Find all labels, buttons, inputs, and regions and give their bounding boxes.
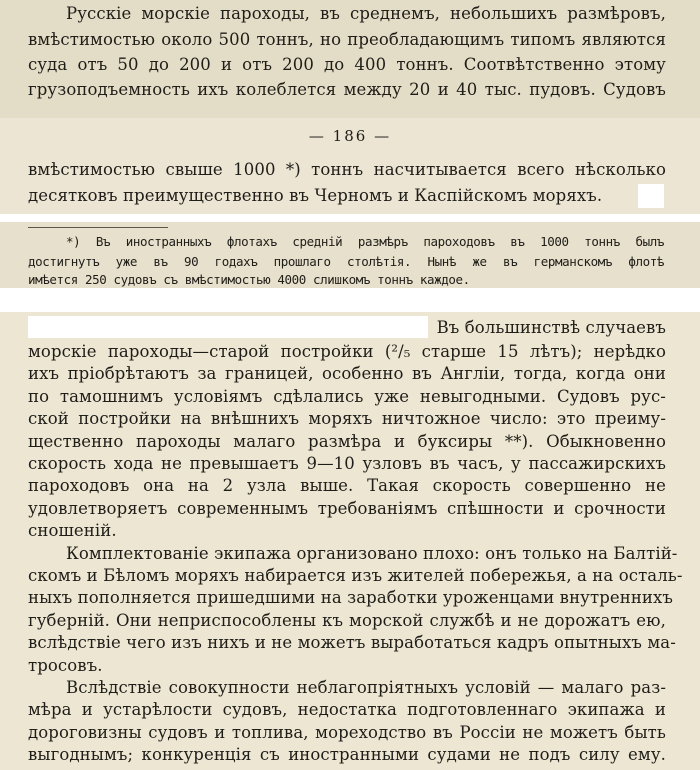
text-line: по тамошнимъ условіямъ сдѣлались уже невыгодными. Судовъ рус- (28, 387, 666, 406)
text-line: щественно пароходы малаго размѣра и буксиры **). Обыкновенно (28, 432, 666, 451)
footnote-line: имѣется 250 судовъ съ вмѣстимостью 4000 слишкомъ тоннъ каждое. (28, 272, 470, 287)
text-line: Вслѣдствіе совокупности неблагопріятныхъ условій — малаго раз- (66, 678, 666, 697)
redaction-block (638, 184, 664, 208)
text-line: Русскіе морскіе пароходы, въ среднемъ, небольшихъ размѣровъ, (66, 4, 666, 23)
text-line: вслѣдствіе чего изъ нихъ и не можетъ выработаться кадръ опытныхъ ма- (28, 633, 676, 652)
text-line: губерній. Они неприспособлены къ морской службѣ и не дорожатъ ею, (28, 611, 666, 630)
text-line: мѣра и устарѣлости судовъ, недостатка подготовленнаго экипажа и (28, 700, 666, 719)
text-strip-top (0, 0, 700, 118)
text-line: удовлетворяетъ современнымъ требованіямъ спѣшности и срочности (28, 499, 666, 518)
redaction-block (28, 316, 428, 338)
footnote-strip (0, 222, 700, 288)
text-line: Въ большинствѣ случаевъ (436, 318, 666, 337)
text-line: скомъ и Бѣломъ моряхъ набирается изъ жителей побережья, а на осталь- (28, 566, 683, 585)
text-line: вмѣстимостью около 500 тоннъ, но преобладающимъ типомъ являются (28, 30, 666, 49)
text-line: десятковъ преимущественно въ Черномъ и Каспійскомъ моряхъ. (28, 186, 603, 205)
text-line: Комплектованіе экипажа организовано плохо: онъ только на Балтій- (66, 544, 678, 563)
footnote-divider (28, 227, 168, 228)
text-line: суда отъ 50 до 200 и отъ 200 до 400 тоннъ. Соотвѣтственно этому (28, 55, 666, 74)
text-line: ихъ пріобрѣтаютъ за границей, особенно въ Англіи, тогда, когда они (28, 364, 666, 383)
text-line: дороговизны судовъ и топлива, мореходство въ Россіи не можетъ быть (28, 723, 666, 742)
text-line: скорость хода не превышаетъ 9—10 узловъ въ часъ, у пассажирскихъ (28, 454, 666, 473)
text-line: тросовъ. (28, 656, 103, 675)
text-line: вмѣстимостью свыше 1000 *) тоннъ насчитывается всего нѣсколько (28, 160, 666, 179)
text-line: ныхъ пополняется пришедшими на заработки уроженцами внутреннихъ (28, 588, 674, 607)
text-line: пароходовъ она на 2 узла выше. Такая скорость совершенно не (28, 476, 666, 495)
text-strip-page-186 (0, 118, 700, 214)
text-line: сношеній. (28, 521, 117, 540)
text-line: морскіе пароходы—старой постройки (²/₅ старше 15 лѣтъ); нерѣдко (28, 342, 666, 361)
text-line: выгоднымъ; конкуренція съ иностранными судами не подъ силу ему. (28, 745, 666, 764)
text-line: грузоподъемность ихъ колеблется между 20 и 40 тыс. пудовъ. Судовъ (28, 80, 666, 99)
text-strip-body (0, 312, 700, 770)
page-number: — 186 — (308, 127, 392, 145)
text-line: ской постройки на внѣшнихъ моряхъ ничтожное число: это преиму- (28, 409, 666, 428)
footnote-line: достигнутъ уже въ 90 годахъ прошлаго столѣтія. Нынѣ же въ германскомъ флотѣ (28, 254, 664, 269)
footnote-line: *) Въ иностранныхъ флотахъ средній размѣръ пароходовъ въ 1000 тоннъ былъ (66, 234, 664, 249)
